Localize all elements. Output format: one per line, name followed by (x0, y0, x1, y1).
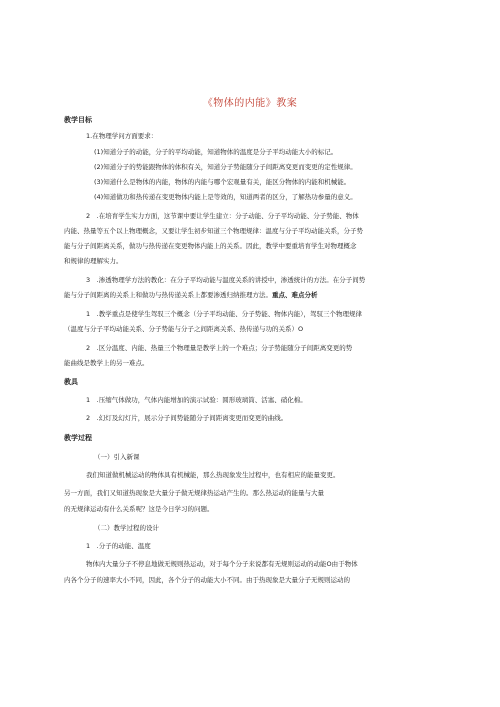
process-intro-line-1: 我们知道做机械运动的物体具有机械能，那么热现象发生过程中，也有相应的能量变更。 (86, 471, 340, 479)
heading-tools: 教具 (64, 378, 78, 386)
goal-1b: (2)知道分子的势能跟物体的体积有关，知道分子势能随分子间距离变更而变更的定性规律。 (94, 163, 357, 171)
goal-1: 1.在物理学问方面要求： (86, 132, 158, 140)
goal-3-line-1: 3 .渗透物理学方法的教化：在分子平均动能与温度关系的讲授中，渗透统计的方法。在分子间势 (86, 276, 366, 284)
process-intro-line-3: 的无规律运动有什么关系呢？这是今日学习的问题。 (64, 505, 214, 513)
tool-1: 1 .压缩气体做功，气体内能增加的演示试验：圆形玻璃筒、活塞、硝化棉。 (86, 396, 307, 404)
process-section-1: 1 .分子的动能、温度 (86, 542, 151, 550)
goal-1d: (4)知道做功和热传递在变更物体内能上是等效的，知道两者的区分，了解热功参量的意义。 (94, 193, 357, 201)
tool-2: 2 .幻灯及幻灯片，展示分子间势能随分子间距离变更而变更的曲线。 (86, 414, 288, 422)
goal-2-line-2: 内能、热量等五个以上物理概念，又要让学生初步知道三个物理规律：温度与分子平均动能关系，分子势 (64, 227, 363, 235)
process-section-1-line-2: 内各个分子的速率大小不同，因此，各个分子的动能大小不同。由于热现象是大量分子无规则运动的 (64, 576, 350, 584)
keypoint-2-line-1: 2 .区分温度、内能、热量三个物理量是教学上的一个难点；分子势能随分子间距离变更的势 (86, 344, 353, 352)
process-intro-heading: （一）引入新课 (94, 453, 140, 461)
goal-3-text: 能与分子间距离的关系上和做功与热传递关系上都要渗透归纳推理方法。 (64, 291, 272, 299)
heading-process: 教学过程 (64, 434, 92, 442)
process-intro-line-2: 另一方面，我们又知道热现象是大量分子做无规律热运动产生的。那么热运动的能量与大量 (64, 489, 324, 497)
goal-1a: (1)知道分子的动能，分子的平均动能，知道物体的温度是分子平均动能大小的标记。 (94, 148, 338, 156)
goal-1c: (3)知道什么是物体的内能，物体的内能与哪个宏观量有关，能区分物体的内能和机械能。 (94, 178, 351, 186)
process-design-heading: （二）教学过程的设计 (94, 524, 159, 532)
goal-2-line-3: 能与分子间距离关系，做功与热传递在变更物体内能上的关系。因此，教学中要重培育学生对物理概念 (64, 242, 357, 250)
heading-goals: 教学目标 (64, 116, 92, 124)
goal-2-line-4: 和规律的理解实力。 (64, 257, 123, 265)
goal-2-line-1: 2 .在培育学生实力方面，这节课中要让学生建立：分子动能、分子平均动能、分子势能、物体 (86, 212, 359, 220)
heading-keypoints: 重点、难点分析 (272, 291, 318, 299)
keypoint-2-line-2: 能曲线是教学上的另一难点。 (64, 359, 149, 367)
keypoint-1-line-1: 1 .教学重点是使学生驾驭三个概念（分子平均动能、分子势能、物体内能），驾驭三个物理规律 (86, 310, 362, 318)
keypoint-1-line-2: （温度与分子平均动能关系、分子势能与分子之间距离关系、热传递与功的关系）O (64, 325, 304, 333)
goal-3-line-2 (64, 291, 318, 299)
document-title: 《物体的内能》教案 (202, 98, 298, 109)
process-section-1-line-1: 物体内大量分子不停息地做无规则热运动，对于每个分子来说都有无规则运动的动能O由于物体 (86, 560, 358, 568)
